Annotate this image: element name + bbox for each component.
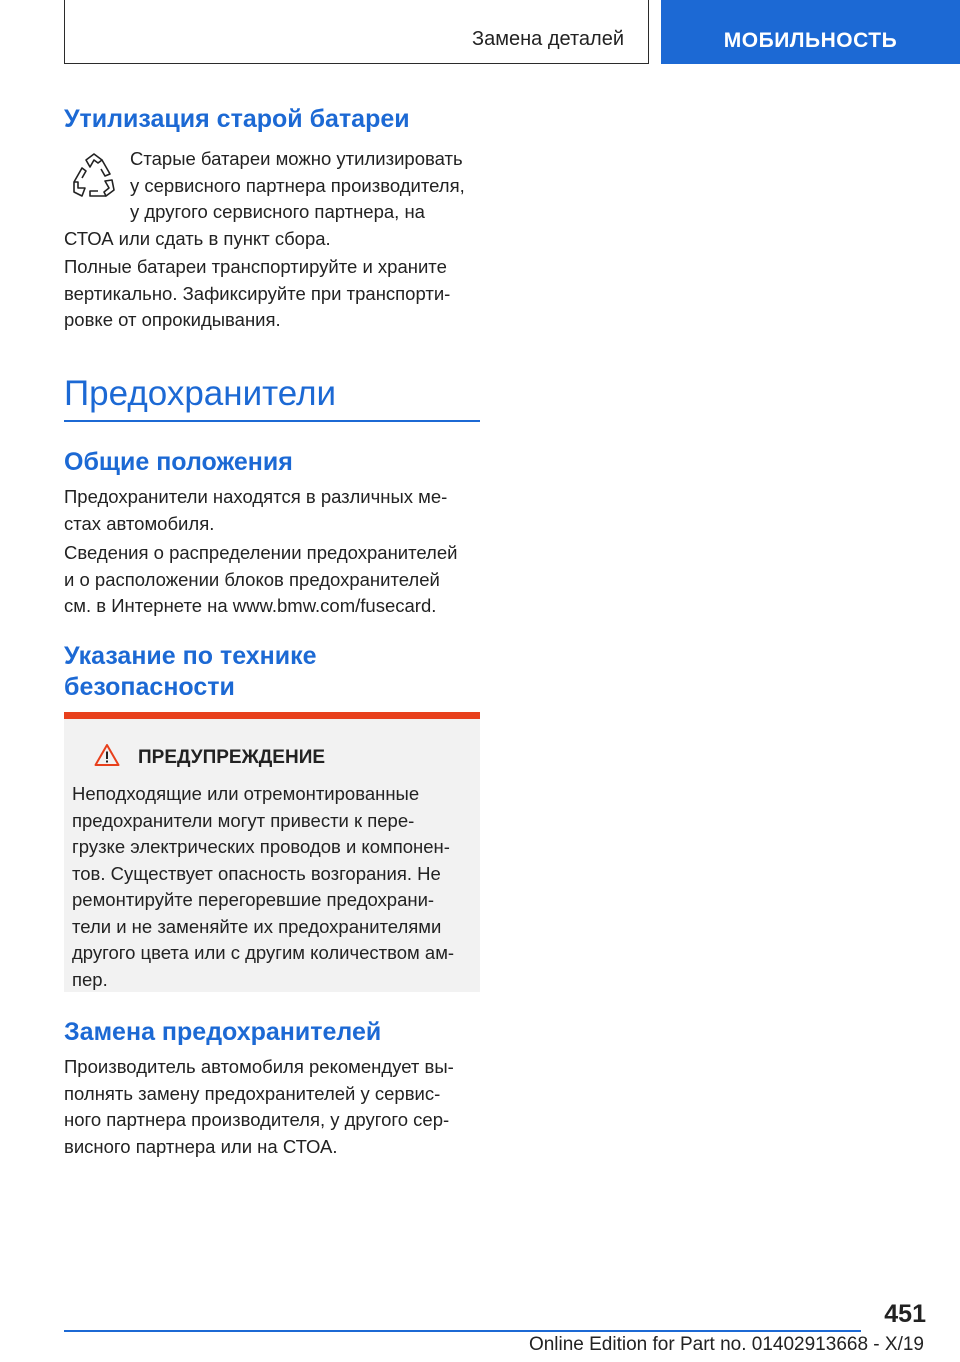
battery-paragraph-2 (64, 254, 480, 334)
battery-paragraph-1 (64, 146, 480, 252)
fuses-heading-block (64, 374, 480, 414)
general-p2-line-2: и о расположении блоков предохранителей (64, 568, 440, 590)
battery-p2-line-1: Полные батареи транспортируйте и храните (64, 256, 447, 277)
replacement-paragraph (64, 1054, 480, 1160)
battery-p1-line-2: у сервисного партнера производителя, (130, 174, 465, 196)
page-number: 451 (884, 1300, 926, 1328)
warning-line-1: Неподходящие или отремонтированные (72, 783, 420, 804)
warning-line-3: грузке электрических проводов и компонен- (72, 836, 450, 857)
battery-p2-line-3: ровке от опрокидывания. (64, 309, 281, 330)
replacement-line-3: ного партнера производителя, у другого сер- (64, 1109, 450, 1130)
fuses-heading: Предохранители (64, 374, 337, 413)
chapter-title: МОБИЛЬНОСТЬ (723, 29, 898, 52)
general-p2-line-3: см. в Интернете на www.bmw.com/fusecard. (64, 595, 437, 616)
battery-p1-line-1: Старые батареи можно утилизировать (130, 148, 463, 169)
replacement-heading: Замена предохранителей (64, 1018, 382, 1046)
safety-heading-line-1: Указание по технике (64, 642, 317, 670)
battery-p1-line-3: у другого сервисного партнера, на (130, 201, 425, 222)
replacement-line-4: висного партнера или на СТОА. (64, 1135, 338, 1157)
warning-line-2: предохранители могут привести к пере- (72, 809, 415, 831)
fuses-heading-rule (64, 420, 480, 422)
warning-text (72, 781, 476, 993)
warning-line-6: тели и не заменяйте их предохранителями (72, 915, 442, 937)
warning-line-5: ремонтируйте перегоревшие предохрани- (72, 889, 435, 910)
replacement-line-1: Производитель автомобиля рекомендует вы- (64, 1056, 454, 1077)
warning-line-7: другого цвета или с другим количеством ам- (72, 942, 455, 963)
warning-line-4: тов. Существует опасность возгорания. Не (72, 862, 441, 884)
battery-disposal-heading: Утилизация старой батареи (64, 105, 410, 133)
replacement-line-2: полнять замену предохранителей у сервис- (64, 1082, 441, 1104)
warning-title: ПРЕДУПРЕЖДЕНИЕ (138, 747, 326, 768)
chapter-tab (661, 0, 960, 64)
battery-p2-line-2: вертикально. Зафиксируйте при транспорти- (64, 282, 451, 304)
warning-triangle-icon (94, 743, 120, 767)
footer-edition: Online Edition for Part no. 01402913668 - X/19 (528, 1334, 924, 1355)
general-p2-line-1: Сведения о распределении предохранителей (64, 542, 458, 563)
footer-rule (64, 1330, 861, 1332)
general-section (64, 447, 480, 478)
general-paragraph-1 (64, 484, 480, 537)
general-heading: Общие положения (64, 448, 293, 476)
warning-line-8: пер. (72, 968, 108, 990)
section-title: Замена деталей (472, 28, 624, 50)
warning-box (64, 712, 480, 992)
replacement-section (64, 1017, 480, 1048)
general-p1-line-2: стах автомобиля. (64, 512, 215, 534)
running-header (64, 0, 649, 64)
general-paragraph-2 (64, 540, 480, 620)
battery-disposal-section (64, 104, 480, 135)
safety-section (64, 641, 480, 703)
general-p1-line-1: Предохранители находятся в различных ме- (64, 486, 448, 507)
battery-p1-line-4: СТОА или сдать в пункт сбора. (64, 227, 331, 249)
safety-heading-line-2: безопасности (64, 673, 235, 701)
